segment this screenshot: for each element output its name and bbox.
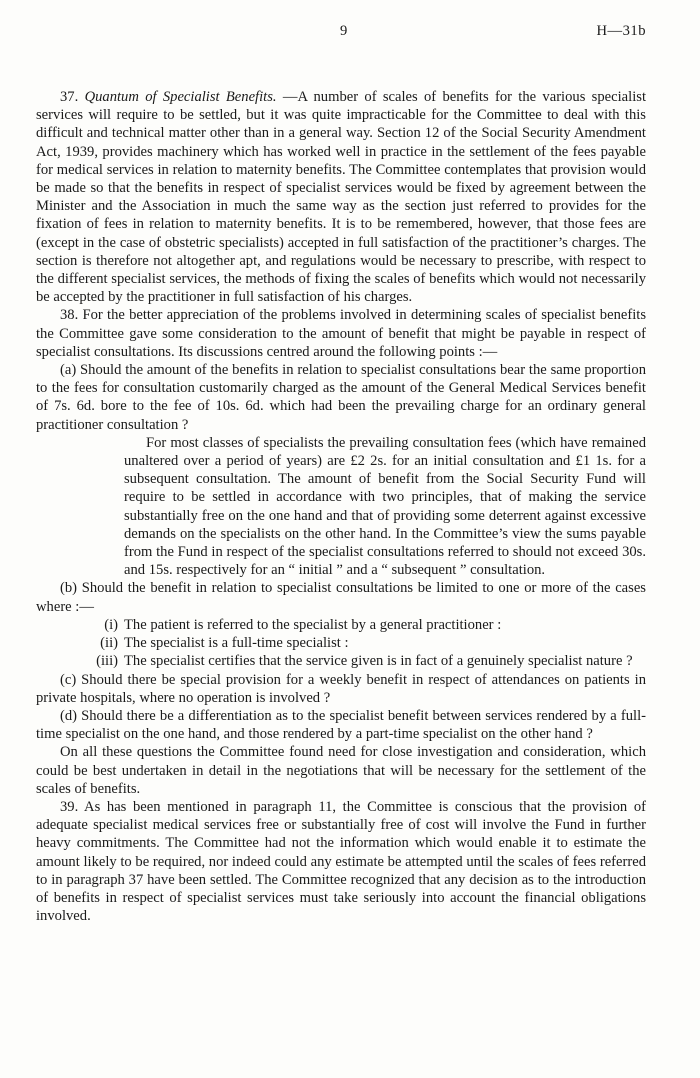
- list-item-text: The specialist certifies that the service given is in fact of a genuinely specialist nature ?: [124, 653, 633, 670]
- paragraph-38-d: (d) Should there be a differentiation as to the specialist benefit between services rendered by a full-time specialist on the one hand, and those rendered by a part-time specialist on the other hand ?: [36, 707, 646, 743]
- list-item-number: (iii): [96, 653, 118, 670]
- paragraph-38-a-comment: For most classes of specialists the prevailing consultation fees (which have remained unaltered over a period of years) are £2 2s. for an initial consultation and £1 1s. for a subsequent consultation. The amount of benefit from the Social Security Fund will require to be settled in accordance with two principles, that of making the service substantially free on the one hand and that of providing some deterrent against excessive demands on the specialists on the other hand. In the Committee’s view the sums payable from the Fund in respect of the specialist consultations referred to should not exceed 30s. and 15s. respectively for an “ initial ” and a “ subsequent ” consultation.: [124, 434, 646, 579]
- paragraph-39: 39. As has been mentioned in paragraph 11, the Committee is conscious that the provision of adequate specialist medical services free or substantially free of cost will involve the Fund in further heavy commitments. The Committee had not the information which would enable it to estimate the amount likely to be required, nor indeed could any estimate be attempted until the scales of fees referred to in paragraph 37 have been settled. The Committee recognized that any decision as to the introduction of benefits in respect of specialist services must take seriously into account the financial obligations involved.: [36, 798, 646, 925]
- paragraph-37-text: —A number of scales of benefits for the various specialist services will require to be settled, but it was quite impracticable for the Committee to deal with this difficult and technical matter other than in a general way. Section 12 of the Social Security Amendment Act, 1939, provides machinery which has worked well in practice in the settlement of the fees payable for medical services in relation to maternity benefits. The Committee contemplates that provision would be made so that the benefits in respect of specialist services would be fixed by agreement between the Minister and the Association in much the same way as the section just referred to provides for the fixation of fees in relation to maternity benefits. It is to be remembered, however, that those fees are (except in the case of obstetric specialists) accepted in full satisfaction of the practitioner’s charges. The section is therefore not altogether apt, and regulations would be necessary to prescribe, with respect to the different specialist services, the methods of fixing the scales of benefits which would not necessarily be accepted by the practitioner in full satisfaction of his charges.: [36, 89, 646, 306]
- list-item-text: The specialist is a full-time specialist :: [124, 635, 349, 652]
- paragraph-38-b: (b) Should the benefit in relation to specialist consultations be limited to one or more of the cases where :—: [36, 580, 646, 615]
- paragraph-38-intro: 38. For the better appreciation of the problems involved in determining scales of specialist benefits the Committee gave some consideration to the amount of benefit that might be payable in respect of specialist consultations. Its discussions centred around the following points :—: [36, 307, 646, 360]
- list-item: [88, 652, 646, 670]
- paragraph-38-a: (a) Should the amount of the benefits in relation to specialist consultations bear the same proportion to the fees for consultation customarily charged as the amount of the General Medical Services benefit of 7s. 6d. bore to the fee of 10s. 6d. which had been the prevailing charge for an ordinary general practitioner consultation ?: [36, 362, 646, 433]
- paragraph-38-b-list: [36, 616, 646, 671]
- paragraph-37: [36, 88, 646, 306]
- page-number: 9: [340, 23, 348, 39]
- page-header: [36, 22, 646, 44]
- list-item-number: (i): [104, 616, 118, 633]
- document-reference: H—31b: [596, 23, 646, 39]
- list-item-text: The patient is referred to the specialist by a general practitioner :: [124, 616, 502, 633]
- paragraph-38-c: (c) Should there be special provision for a weekly benefit in respect of attendances on patients in private hospitals, where no operation is involved ?: [36, 671, 646, 706]
- list-item: [88, 634, 646, 652]
- list-item-number: (ii): [100, 635, 118, 652]
- list-item: [88, 616, 646, 634]
- paragraph-38-conclusion: On all these questions the Committee found need for close investigation and consideration, which could be best undertaken in detail in the negotiations that will be necessary for the settlement of the scales of benefits.: [36, 744, 646, 797]
- paragraph-37-number: 37.: [60, 89, 79, 105]
- paragraph-37-heading: Quantum of Specialist Benefits.: [84, 89, 277, 105]
